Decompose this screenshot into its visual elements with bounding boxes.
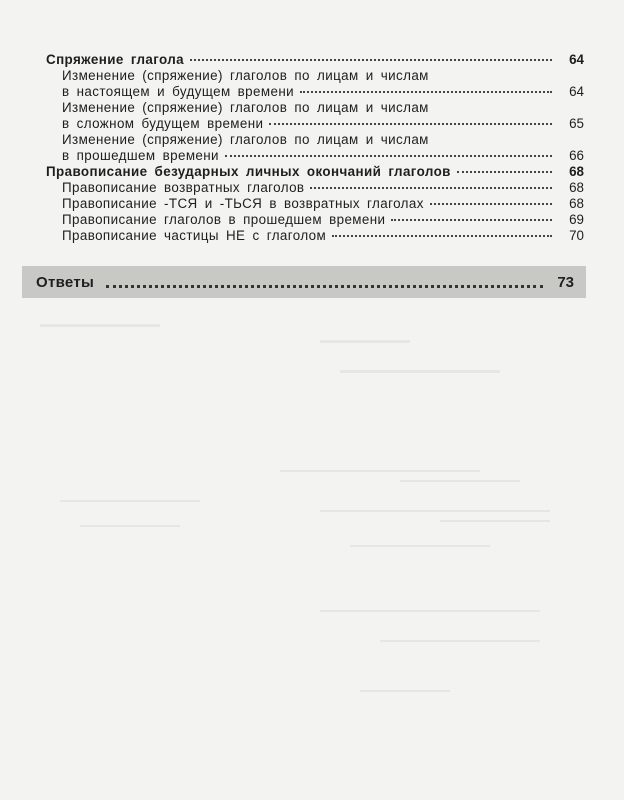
answers-title: Ответы — [36, 273, 95, 291]
toc-entry-title-line-1: Изменение (спряжение) глаголов по лицам и числам — [62, 100, 429, 115]
dot-leader — [332, 235, 552, 237]
toc-page-number: 66 — [569, 148, 584, 163]
toc-entry-title: Правописание возвратных глаголов — [62, 180, 305, 195]
toc-entry-title-line-2: в сложном будущем времени — [62, 116, 264, 131]
toc-entry-answers[interactable] — [22, 266, 586, 298]
table-of-contents — [46, 52, 584, 244]
toc-entry-past-tense-spelling[interactable] — [46, 212, 584, 228]
dot-leader — [391, 219, 552, 221]
dot-leader — [300, 91, 552, 93]
dot-leader — [269, 123, 552, 125]
dot-leader — [430, 203, 552, 205]
toc-entry-title: Правописание частицы НЕ с глаголом — [62, 228, 327, 243]
toc-page-number: 65 — [569, 116, 584, 131]
toc-entry-present-future[interactable] — [46, 68, 584, 100]
toc-entry-ne-particle[interactable] — [46, 228, 584, 244]
toc-page-number: 64 — [569, 52, 584, 67]
toc-entry-title-line-1: Изменение (спряжение) глаголов по лицам и числам — [62, 68, 429, 83]
toc-entry-reflexive-verbs[interactable] — [46, 180, 584, 196]
dot-leader — [190, 59, 552, 61]
answers-page-number: 73 — [557, 273, 574, 291]
toc-entry-title-line-2: в настоящем и будущем времени — [62, 84, 295, 99]
show-through-texture — [20, 310, 610, 790]
toc-entry-title: Правописание -ТСЯ и -ТЬСЯ в возвратных глаголах — [62, 196, 424, 211]
toc-page-number: 68 — [569, 196, 584, 211]
dot-leader — [457, 171, 552, 173]
toc-page-number: 68 — [569, 180, 584, 195]
toc-page-number: 64 — [569, 84, 584, 99]
toc-entry-verb-conjugation[interactable] — [46, 52, 584, 68]
toc-entry-title: Правописание глаголов в прошедшем времени — [62, 212, 386, 227]
toc-entry-title: Спряжение глагола — [46, 52, 185, 67]
toc-page-number: 69 — [569, 212, 584, 227]
toc-page-number: 70 — [569, 228, 584, 243]
toc-entry-past-tense[interactable] — [46, 132, 584, 164]
toc-page-number: 68 — [569, 164, 584, 179]
toc-entry-title-line-1: Изменение (спряжение) глаголов по лицам и числам — [62, 132, 429, 147]
dot-leader — [310, 187, 552, 189]
toc-entry-title: Правописание безударных личных окончаний глаголов — [46, 164, 451, 179]
dot-leader — [106, 285, 543, 288]
dot-leader — [225, 155, 552, 157]
toc-entry-compound-future[interactable] — [46, 100, 584, 132]
toc-entry-title-line-2: в прошедшем времени — [62, 148, 219, 163]
toc-entry-unstressed-endings[interactable] — [46, 164, 584, 180]
toc-entry-tsya-tsya[interactable] — [46, 196, 584, 212]
